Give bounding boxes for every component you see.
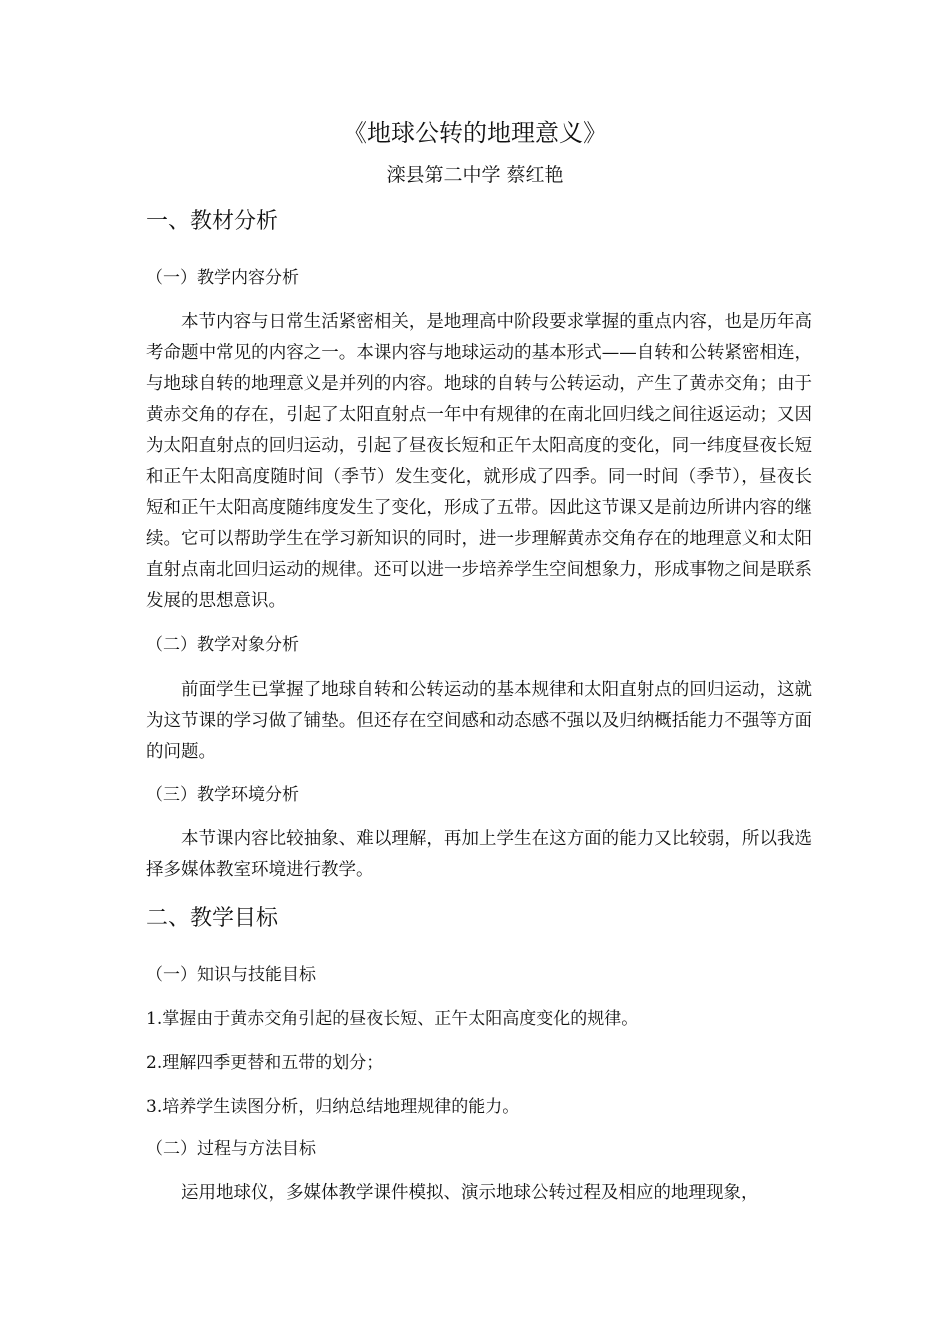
list-item: 1.掌握由于黄赤交角引起的昼夜长短、正午太阳高度变化的规律。 <box>146 1009 639 1029</box>
subsection-heading-1-3: （三）教学环境分析 <box>146 785 299 805</box>
paragraph-audience-analysis: 前面学生已掌握了地球自转和公转运动的基本规律和太阳直射点的回归运动，这就为这节课的学习做了铺垫。但还存在空间感和动态感不强以及归纳概括能力不强等方面的问题。 <box>146 680 812 762</box>
subsection-heading-1-1: （一）教学内容分析 <box>146 268 299 288</box>
author-line: 滦县第二中学 蔡红艳 <box>386 164 564 186</box>
section-heading-1: 一、教材分析 <box>146 209 279 234</box>
document-title: 《地球公转的地理意义》 <box>343 119 607 147</box>
paragraph-process-methods: 运用地球仪，多媒体教学课件模拟、演示地球公转过程及相应的地理现象， <box>181 1183 759 1203</box>
subsection-heading-2-2: （二）过程与方法目标 <box>146 1139 316 1159</box>
list-item: 3.培养学生读图分析，归纳总结地理规律的能力。 <box>146 1097 520 1117</box>
list-item: 2.理解四季更替和五带的划分； <box>146 1053 384 1073</box>
subsection-heading-1-2: （二）教学对象分析 <box>146 635 299 655</box>
paragraph-environment-analysis: 本节课内容比较抽象、难以理解，再加上学生在这方面的能力又比较弱，所以我选择多媒体教室环境进行教学。 <box>146 829 812 880</box>
section-heading-2: 二、教学目标 <box>146 906 279 931</box>
subsection-heading-2-1: （一）知识与技能目标 <box>146 965 316 985</box>
paragraph-content-analysis: 本节内容与日常生活紧密相关，是地理高中阶段要求掌握的重点内容，也是历年高考命题中常见的内容之一。本课内容与地球运动的基本形式——自转和公转紧密相连，与地球自转的地理意义是并列的内容。地球的自转与公转运动，产生了黄赤交角；由于黄赤交角的存在，引起了太阳直射点一年中有规律的在南北回归线之间往返运动；又因为太阳直射点的回归运动，引起了昼夜长短和正午太阳高度的变化，同一纬度昼夜长短和正午太阳高度随时间（季节）发生变化，就形成了四季。同一时间（季节），昼夜长短和正午太阳高度随纬度发生了变化，形成了五带。因此这节课又是前边所讲内容的继续。它可以帮助学生在学习新知识的同时，进一步理解黄赤交角存在的地理意义和太阳直射点南北回归运动的规律。还可以进一步培养学生空间想象力，形成事物之间是联系发展的思想意识。 <box>146 312 812 611</box>
